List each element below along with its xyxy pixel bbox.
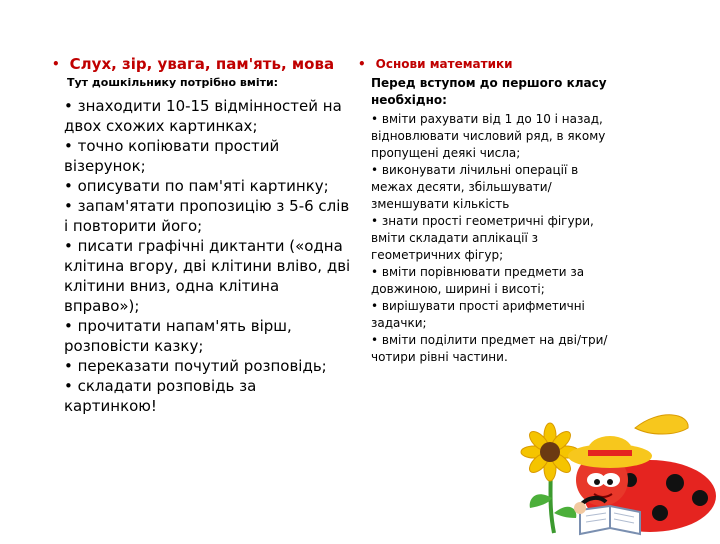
right-heading-text: Основи математики (375, 57, 513, 71)
left-heading (52, 54, 352, 74)
left-heading-text: Слух, зір, увага, пам'ять, мова (69, 55, 335, 73)
ladybug-reading-book-illustration (510, 388, 720, 540)
list-item: • вміти рахувати від 1 до 10 і назад, відновлювати числовий ряд, в якому пропущені деякі числа; (371, 112, 606, 160)
sunflower-icon (521, 423, 579, 533)
ladybug-icon (568, 415, 716, 534)
list-item: • виконувати лічильні операції в межах десяти, збільшувати/зменшувати кількість (371, 163, 579, 211)
right-item-list (371, 111, 618, 366)
list-item: • запам'ятати пропозицію з 5-6 слів і повторити його; (64, 197, 350, 235)
list-item: • вміти поділити предмет на дві/три/чотири рівні частини. (371, 333, 608, 364)
left-item-list (64, 96, 352, 416)
list-item: • знати прості геометричні фігури, вміти складати аплікації з геометричних фігур; (371, 214, 594, 262)
right-heading (358, 56, 618, 72)
ladybug-svg (510, 388, 720, 540)
bullet-icon: • (358, 57, 366, 71)
list-item: • вміти порівнювати предмети за довжиною, ширині і висоті; (371, 265, 585, 296)
right-column (358, 54, 618, 366)
right-subheading: Перед вступом до першого класу необхідно: (371, 76, 607, 107)
list-item: • знаходити 10-15 відмінностей на двох схожих картинках; (64, 97, 342, 135)
list-item: • переказати почутий розповідь; (64, 357, 327, 375)
left-column (52, 54, 352, 416)
list-item: • прочитати напам'ять вірш, розповісти казку; (64, 317, 292, 355)
list-item: • писати графічні диктанти («одна клітина вгору, дві клітини вліво, дві клітини вниз, одна клітина вправо»); (64, 237, 351, 315)
left-subheading: Тут дошкільнику потрібно вміти: (67, 76, 279, 89)
list-item: • описувати по пам'яті картинку; (64, 177, 329, 195)
bullet-icon: • (52, 57, 60, 71)
list-item: • точно копіювати простий візерунок; (64, 137, 280, 175)
list-item: • вирішувати прості арифметичні задачки; (371, 299, 585, 330)
list-item: • складати розповідь за картинкою! (64, 377, 257, 415)
